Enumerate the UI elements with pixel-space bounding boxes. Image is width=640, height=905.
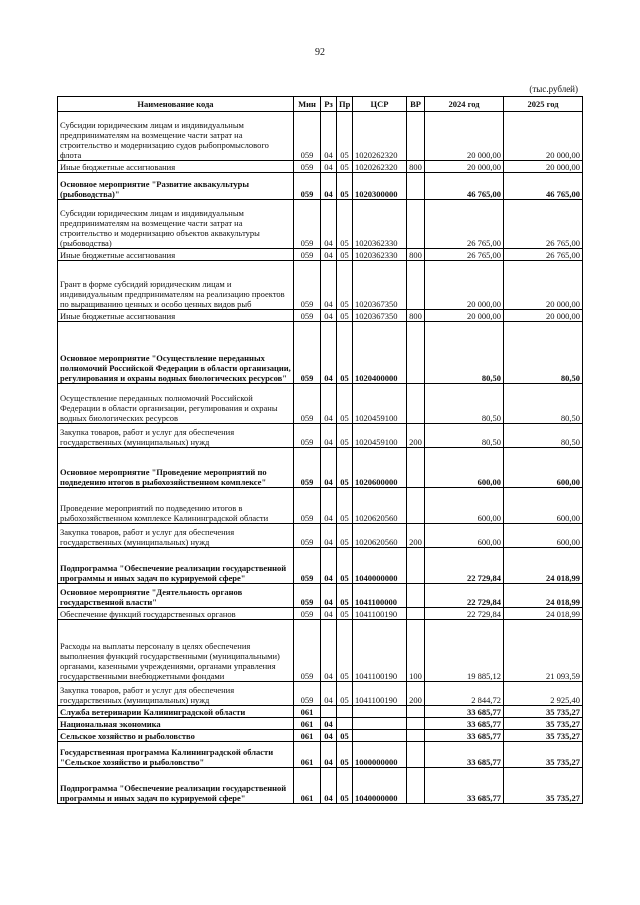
cell-2025: 46 765,00 [504, 173, 583, 200]
cell-vr [407, 200, 425, 249]
cell-pr: 05 [337, 742, 353, 768]
cell-csr: 1020459100 [353, 424, 407, 448]
budget-table [57, 96, 583, 804]
cell-vr: 100 [407, 620, 425, 682]
table-row [58, 682, 583, 706]
cell-name: Служба ветеринарии Калининградской области [58, 706, 294, 718]
header-vr: ВР [407, 97, 425, 112]
cell-name: Основное мероприятие "Проведение мероприятий по подведению итогов в рыбохозяйственном комплексе" [58, 448, 294, 488]
cell-vr [407, 706, 425, 718]
table-row [58, 384, 583, 424]
cell-vr [407, 173, 425, 200]
cell-vr: 800 [407, 249, 425, 261]
cell-vr [407, 584, 425, 608]
cell-csr [353, 718, 407, 730]
cell-min: 059 [294, 200, 321, 249]
header-rz: Рз [321, 97, 337, 112]
cell-rz: 04 [321, 718, 337, 730]
cell-name: Подпрограмма "Обеспечение реализации государственной программы и иных задач по курируемой сфере" [58, 768, 294, 804]
cell-rz: 04 [321, 730, 337, 742]
cell-csr: 1020400000 [353, 322, 407, 384]
cell-pr: 05 [337, 448, 353, 488]
cell-2024: 22 729,84 [425, 584, 504, 608]
cell-rz: 04 [321, 548, 337, 584]
units-label: (тыс.рублей) [529, 84, 578, 94]
cell-2025: 35 735,27 [504, 706, 583, 718]
cell-pr: 05 [337, 249, 353, 261]
cell-2025: 600,00 [504, 488, 583, 524]
cell-2024: 600,00 [425, 488, 504, 524]
cell-2024: 20 000,00 [425, 161, 504, 173]
cell-2025: 20 000,00 [504, 161, 583, 173]
table-row [58, 730, 583, 742]
cell-2025: 20 000,00 [504, 310, 583, 322]
table-row [58, 200, 583, 249]
cell-min: 059 [294, 620, 321, 682]
cell-2025: 35 735,27 [504, 742, 583, 768]
cell-vr [407, 768, 425, 804]
cell-2024: 80,50 [425, 384, 504, 424]
cell-rz: 04 [321, 200, 337, 249]
cell-2024: 80,50 [425, 424, 504, 448]
cell-min: 059 [294, 161, 321, 173]
cell-2024: 2 844,72 [425, 682, 504, 706]
cell-csr: 1020362330 [353, 249, 407, 261]
cell-csr: 1020620560 [353, 488, 407, 524]
table-body [58, 112, 583, 804]
cell-min: 059 [294, 524, 321, 548]
cell-2024: 20 000,00 [425, 112, 504, 161]
cell-csr: 1020300000 [353, 173, 407, 200]
cell-min: 059 [294, 112, 321, 161]
cell-name: Иные бюджетные ассигнования [58, 310, 294, 322]
cell-csr: 1020262320 [353, 161, 407, 173]
table-row [58, 488, 583, 524]
cell-name: Сельское хозяйство и рыболовство [58, 730, 294, 742]
cell-vr [407, 548, 425, 584]
cell-2024: 600,00 [425, 524, 504, 548]
cell-name: Иные бюджетные ассигнования [58, 161, 294, 173]
header-csr: ЦСР [353, 97, 407, 112]
cell-2024: 33 685,77 [425, 768, 504, 804]
cell-min: 059 [294, 384, 321, 424]
cell-pr: 05 [337, 161, 353, 173]
cell-min: 059 [294, 322, 321, 384]
cell-2024: 20 000,00 [425, 310, 504, 322]
cell-vr: 800 [407, 310, 425, 322]
cell-pr: 05 [337, 173, 353, 200]
cell-rz: 04 [321, 424, 337, 448]
cell-csr: 1041100190 [353, 682, 407, 706]
cell-pr: 05 [337, 524, 353, 548]
cell-min: 059 [294, 310, 321, 322]
cell-2024: 19 885,12 [425, 620, 504, 682]
header-2025: 2025 год [504, 97, 583, 112]
cell-2024: 22 729,84 [425, 548, 504, 584]
cell-2025: 26 765,00 [504, 249, 583, 261]
cell-vr: 200 [407, 524, 425, 548]
cell-csr [353, 706, 407, 718]
table-row [58, 718, 583, 730]
cell-name: Закупка товаров, работ и услуг для обеспечения государственных (муниципальных) нужд [58, 682, 294, 706]
cell-2025: 35 735,27 [504, 768, 583, 804]
cell-name: Основное мероприятие "Развитие аквакультуры (рыбоводства)" [58, 173, 294, 200]
cell-2025: 80,50 [504, 424, 583, 448]
cell-name: Закупка товаров, работ и услуг для обеспечения государственных (муниципальных) нужд [58, 424, 294, 448]
cell-csr: 1020459100 [353, 384, 407, 424]
cell-min: 059 [294, 584, 321, 608]
cell-min: 059 [294, 424, 321, 448]
cell-name: Проведение мероприятий по подведению итогов в рыбохозяйственном комплексе Калининградской области [58, 488, 294, 524]
cell-min: 059 [294, 173, 321, 200]
cell-2024: 33 685,77 [425, 718, 504, 730]
cell-min: 061 [294, 730, 321, 742]
cell-name: Основное мероприятие "Деятельность органов государственной власти" [58, 584, 294, 608]
cell-rz: 04 [321, 249, 337, 261]
cell-min: 061 [294, 742, 321, 768]
header-name: Наименование кода [58, 97, 294, 112]
cell-pr: 05 [337, 384, 353, 424]
cell-pr: 05 [337, 620, 353, 682]
cell-pr [337, 706, 353, 718]
cell-min: 059 [294, 548, 321, 584]
table-row [58, 249, 583, 261]
cell-pr: 05 [337, 322, 353, 384]
cell-2025: 600,00 [504, 448, 583, 488]
table-row [58, 706, 583, 718]
cell-pr: 05 [337, 261, 353, 310]
cell-name: Расходы на выплаты персоналу в целях обеспечения выполнения функций государственными (муниципальными) органами, казенными учреждениями, органами управления государственными внебюджетными фондами [58, 620, 294, 682]
cell-vr [407, 448, 425, 488]
cell-2025: 20 000,00 [504, 261, 583, 310]
cell-name: Государственная программа Калининградской области "Сельское хозяйство и рыболовство" [58, 742, 294, 768]
cell-vr [407, 322, 425, 384]
cell-pr: 05 [337, 112, 353, 161]
cell-csr: 1041100190 [353, 608, 407, 620]
cell-2025: 80,50 [504, 322, 583, 384]
table-row [58, 161, 583, 173]
cell-2025: 35 735,27 [504, 730, 583, 742]
table-row [58, 173, 583, 200]
cell-min: 061 [294, 718, 321, 730]
cell-rz: 04 [321, 608, 337, 620]
table-row [58, 742, 583, 768]
cell-csr [353, 730, 407, 742]
cell-2025: 21 093,59 [504, 620, 583, 682]
cell-2024: 33 685,77 [425, 706, 504, 718]
cell-rz: 04 [321, 161, 337, 173]
cell-csr: 1020362330 [353, 200, 407, 249]
cell-name: Иные бюджетные ассигнования [58, 249, 294, 261]
cell-rz: 04 [321, 524, 337, 548]
cell-name: Субсидии юридическим лицам и индивидуальным предпринимателям на возмещение части затрат на строительство и модернизацию судов рыбопромыслового флота [58, 112, 294, 161]
cell-rz: 04 [321, 584, 337, 608]
table-row [58, 524, 583, 548]
cell-min: 059 [294, 682, 321, 706]
header-pr: Пр [337, 97, 353, 112]
cell-min: 059 [294, 249, 321, 261]
cell-2025: 26 765,00 [504, 200, 583, 249]
cell-pr: 05 [337, 548, 353, 584]
cell-csr: 1020600000 [353, 448, 407, 488]
cell-rz: 04 [321, 261, 337, 310]
table-row [58, 322, 583, 384]
table-row [58, 620, 583, 682]
cell-2024: 46 765,00 [425, 173, 504, 200]
cell-2025: 80,50 [504, 384, 583, 424]
cell-rz: 04 [321, 310, 337, 322]
cell-rz: 04 [321, 768, 337, 804]
table-row [58, 768, 583, 804]
cell-2024: 80,50 [425, 322, 504, 384]
cell-rz: 04 [321, 384, 337, 424]
cell-csr: 1020262320 [353, 112, 407, 161]
cell-csr: 1000000000 [353, 742, 407, 768]
cell-csr: 1020367350 [353, 310, 407, 322]
cell-name: Субсидии юридическим лицам и индивидуальным предпринимателям на возмещение части затрат на строительство и модернизацию объектов аквакультуры (рыбоводства) [58, 200, 294, 249]
cell-rz: 04 [321, 112, 337, 161]
cell-2025: 20 000,00 [504, 112, 583, 161]
header-2024: 2024 год [425, 97, 504, 112]
cell-name: Подпрограмма "Обеспечение реализации государственной программы и иных задач по курируемой сфере" [58, 548, 294, 584]
cell-name: Национальная экономика [58, 718, 294, 730]
cell-2025: 24 018,99 [504, 584, 583, 608]
cell-2024: 20 000,00 [425, 261, 504, 310]
cell-csr: 1020367350 [353, 261, 407, 310]
cell-pr: 05 [337, 608, 353, 620]
cell-pr: 05 [337, 424, 353, 448]
cell-csr: 1040000000 [353, 768, 407, 804]
cell-min: 059 [294, 448, 321, 488]
table-row [58, 608, 583, 620]
cell-min: 059 [294, 608, 321, 620]
cell-vr [407, 112, 425, 161]
cell-csr: 1041100190 [353, 620, 407, 682]
cell-2024: 22 729,84 [425, 608, 504, 620]
cell-vr [407, 261, 425, 310]
cell-rz: 04 [321, 682, 337, 706]
cell-pr: 05 [337, 488, 353, 524]
cell-2025: 35 735,27 [504, 718, 583, 730]
cell-2024: 600,00 [425, 448, 504, 488]
table-header-row [58, 97, 583, 112]
cell-vr: 800 [407, 161, 425, 173]
cell-min: 059 [294, 488, 321, 524]
cell-csr: 1040000000 [353, 548, 407, 584]
cell-rz: 04 [321, 742, 337, 768]
header-min: Мин [294, 97, 321, 112]
table-row [58, 548, 583, 584]
cell-vr [407, 742, 425, 768]
cell-2024: 33 685,77 [425, 742, 504, 768]
cell-rz: 04 [321, 620, 337, 682]
cell-2025: 24 018,99 [504, 608, 583, 620]
cell-2024: 26 765,00 [425, 249, 504, 261]
cell-csr: 1020620560 [353, 524, 407, 548]
cell-vr [407, 718, 425, 730]
cell-min: 061 [294, 768, 321, 804]
cell-rz: 04 [321, 448, 337, 488]
table-row [58, 112, 583, 161]
cell-vr: 200 [407, 682, 425, 706]
table-row [58, 584, 583, 608]
cell-vr [407, 384, 425, 424]
cell-name: Обеспечение функций государственных органов [58, 608, 294, 620]
cell-2025: 600,00 [504, 524, 583, 548]
cell-2024: 26 765,00 [425, 200, 504, 249]
cell-name: Основное мероприятие "Осуществление переданных полномочий Российской Федерации в области организации, регулирования и охраны водных биологических ресурсов" [58, 322, 294, 384]
cell-pr: 05 [337, 310, 353, 322]
cell-vr [407, 488, 425, 524]
cell-pr: 05 [337, 584, 353, 608]
cell-min: 061 [294, 706, 321, 718]
cell-vr [407, 730, 425, 742]
table-row [58, 310, 583, 322]
cell-name: Грант в форме субсидий юридическим лицам и индивидуальным предпринимателям на реализацию проектов по выращиванию ценных и особо ценных видов рыб [58, 261, 294, 310]
cell-pr: 05 [337, 682, 353, 706]
cell-min: 059 [294, 261, 321, 310]
cell-pr [337, 718, 353, 730]
cell-csr: 1041100000 [353, 584, 407, 608]
table-row [58, 424, 583, 448]
cell-name: Закупка товаров, работ и услуг для обеспечения государственных (муниципальных) нужд [58, 524, 294, 548]
cell-vr [407, 608, 425, 620]
cell-pr: 05 [337, 768, 353, 804]
page-number: 92 [315, 47, 325, 58]
cell-name: Осуществление переданных полномочий Российской Федерации в области организации, регулирования и охраны водных биологических ресурсов [58, 384, 294, 424]
cell-rz [321, 706, 337, 718]
cell-pr: 05 [337, 730, 353, 742]
cell-rz: 04 [321, 173, 337, 200]
cell-2025: 24 018,99 [504, 548, 583, 584]
cell-rz: 04 [321, 322, 337, 384]
table-row [58, 448, 583, 488]
cell-vr: 200 [407, 424, 425, 448]
cell-pr: 05 [337, 200, 353, 249]
table-row [58, 261, 583, 310]
cell-rz: 04 [321, 488, 337, 524]
cell-2025: 2 925,40 [504, 682, 583, 706]
cell-2024: 33 685,77 [425, 730, 504, 742]
